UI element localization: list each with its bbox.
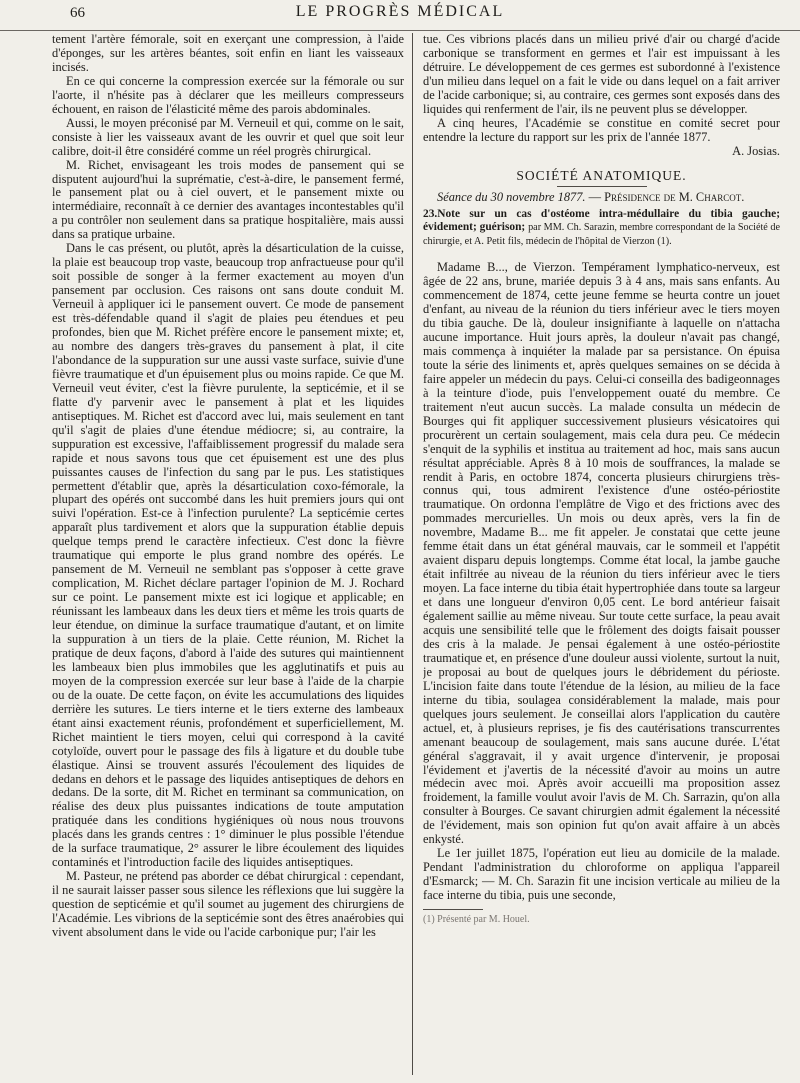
left-column [52, 33, 404, 1075]
paragraph: A cinq heures, l'Académie se constitue en comité secret pour entendre la lecture du rapport sur les prix de l'année 1877. [423, 115, 780, 144]
page-header [0, 0, 800, 31]
running-title: LE PROGRÈS MÉDICAL [295, 3, 505, 20]
right-column [423, 33, 780, 1075]
seance-presidence: — Présidence de M. Charcot. [588, 189, 745, 204]
author-signature: A. Josias. [732, 143, 780, 158]
page-number: 66 [70, 5, 85, 21]
paragraph: tue. Ces vibrions placés dans un milieu privé d'air ou chargé d'acide carbonique se transforment en germes et l'air est impuissant à les détruire. Le développement de ces germes est subordonné à l'existence d'un milieu dans lequel on a fait le vide ou dans lequel on a fait arriver de l'acide carbonique; si, au contraire, ces germes sont exposés dans des liquides qui renferment de l'air, ils ne peuvent plus se développer. [423, 33, 780, 116]
note-authors: par MM. Ch. Sarazin, membre correspondant de la Société de chirurgie, et A. Petit fils, médecin de l'hôpital de Vierzon (1). [423, 222, 780, 248]
footnote: (1) Présenté par M. Houel. [423, 914, 530, 926]
paragraph: tement l'artère fémorale, soit en exerçant une compression, à l'aide d'éponges, sur les artères béantes, soit enfin en liant les vaisseaux incisés. [52, 33, 404, 74]
paragraph: Madame B..., de Vierzon. Tempérament lymphatico-nerveux, est âgée de 22 ans, brune, mariée depuis 3 à 4 ans, mais sans enfants. Au commencement de 1874, cette jeune femme se heurta contre un jouet d'enfant, au niveau de la réunion du tiers inférieur avec le tiers moyen du tibia gauche. De là, douleur insignifiante à laquelle on n'attacha aucune importance. Huit jours après, la douleur n'avait pas changé, mais commença à inquiéter la malade par sa persistance. On épuisa toute la série des liniments et, après quelques semaines on se décida à faire appeler un médecin du pays. Celui-ci conseilla des badigeonnages à la teinture d'iode, puis l'enveloppement ouaté du membre. Ce traitement n'eut aucun succès. La malade consulta un médecin de Bourges qui fit appliquer successivement plusieurs vésicatoires qui procurèrent un certain soulagement, mais cela dura peu. Ce médecin s'enquit de la syphilis et institua au traitement ad hoc, mais sans aucun résultat appréciable. Après 8 à 10 mois de souffrances, la malade se rendit à Paris, en octobre 1874, concerta plusieurs chirurgiens très-connus qui, tous admirent l'existence d'une ostéo-périostite traumatique. On ordonna l'emplâtre de Vigo et des frictions avec des pommades mercurielles. Un mois ou deux après, vers la fin de novembre, Madame B... me fit appeler. Je constatai que cette jeune femme était dans un état général mauvais, car le sommeil et l'appétit avaient disparu depuis longtemps. Comme état local, la jambe gauche était infiltrée au niveau de la réunion du tiers inférieur avec le tiers moyen. La face interne du tibia était hypertrophiée dans toute sa largeur et dans une longueur d'environ 0,05 cent. Le bord antérieur faisait également saillie au même niveau. Sur toute cette surface, la peau avait acquis une sensibilité telle que le frôlement des doigts faisait pousser des cris à la malade. Je pensai également à une ostéo-périostite traumatique et, en présence d'une douleur aussi violente, surtout la nuit, je proposai au bout de quelques jours le débridement du périoste. L'incision faite dans toute l'étendue de la lésion, au milieu de la face interne du tibia, soulagea considérablement la malade, mais pour quelques jours seulement. Je conseillai alors l'application du cautère actuel, et, à plusieurs reprises, je fis des cautérisations transcurrentes amenant beaucoup de soulagement, mais sans aucune durée. L'état général s'aggravait, il y avait urgence d'intervenir, je proposai l'évidement et j'avertis de la nécessité d'avoir au moins un autre médecin avec moi. Après avoir accueilli ma proposition assez froidement, la famille voulut avoir l'avis de M. Ch. Sarrazin, qu'on alla consulter à Bourges. Ce savant chirurgien admit également la nécessité de l'évidement, mais son opinion fut qu'on avait affaire à un abcès enkysté. [423, 260, 780, 847]
paragraph: M. Pasteur, ne prétend pas aborder ce débat chirurgical : cependant, il ne saurait laisser passer sous silence les réflexions que lui suggère la question de septicémie et qu'il soumet au jugement des chirurgiens de l'Académie. Les vibrions de la septicémie sont des êtres anaérobies qui vivent absolument dans le vide ou l'acide carbonique pur; l'air les [52, 869, 404, 939]
paragraph: Aussi, le moyen préconisé par M. Verneuil et qui, comme on le sait, consiste à lier les vaisseaux avant de les ouvrir et quel que soit leur calibre, doit-il être considéré comme un réel progrès chirurgical. [52, 115, 404, 158]
paragraph: Le 1er juillet 1875, l'opération eut lieu au domicile de la malade. Pendant l'administration du chloroforme on appliqua l'appareil d'Esmarck; — M. Ch. Sarazin fit une incision verticale au milieu de la face interne du tibia, puis une seconde, [423, 846, 780, 903]
column-divider [412, 33, 413, 1075]
paragraph: M. Richet, envisageant les trois modes de pansement qui se disputent aujourd'hui la suprématie, c'est-à-dire, le pansement fermé, le pansement plat ou à ciel ouvert, et le pansement mixte ou intermédiaire, reconnaît à ce dernier des avantages incontestables qu'il a pu contrôler non seulement dans sa pratique hospitalière, mais aussi dans sa pratique urbaine. [52, 157, 404, 242]
footnote-rule [423, 909, 483, 910]
paragraph: En ce qui concerne la compression exercée sur la fémorale ou sur l'aorte, il n'hésite pas à déclarer que les meilleurs compresseurs échouent, en raison de l'élasticité même des parois abdominales. [52, 73, 404, 116]
note-heading [423, 208, 780, 249]
note-title: Note sur un cas d'ostéome intra-médullaire du tibia gauche; évidement; guérison; [423, 208, 780, 234]
section-title: SOCIÉTÉ ANATOMIQUE. [516, 167, 687, 183]
section-rule [557, 186, 647, 187]
paragraph: Dans le cas présent, ou plutôt, après la désarticulation de la cuisse, la plaie est beaucoup trop vaste, beaucoup trop anfractueuse pour qu'il soit possible de songer à la fermer exactement au moyen d'un pansement par occlusion. Ces raisons ont sans doute conduit M. Verneuil à appliquer ici le pansement ouvert. Ce mode de pansement est très-défendable quand il s'agit de plaies peu étendues et peu profondes, bien que M. Richet préfère encore le pansement mixte; et, au nombre des dangers très-graves du pansement à plat, il cite l'abondance de la suppuration sur une aussi vaste surface, suivie d'une fièvre traumatique et d'un épuisement plus ou moins rapide. Ce que M. Verneuil veut éviter, c'est la fièvre purulente, la septicémie, et il se flatte d'y parvenir avec le pansement à plat et les liquides antiseptiques. M. Richet est d'accord avec lui, mais seulement en tant qu'il s'agit de plaies d'une étendue médiocre; si, au contraire, la suppuration est excessive, l'affaiblissement progressif du malade sera rapide et nous savons tous que cet épuisement est une des plus puissantes causes de l'infection du sang par le pus. Les statistiques permettent d'établir que, après la désarticulation coxo-fémorale, la plupart des opérés ont succombé dans les huit premiers jours qui ont suivi l'opération. Est-ce à l'infection purulente? La septicémie certes apparaît plus tardivement et alors que la suppuration établie depuis quelque temps prend le caractère infectieux. C'est donc la fièvre traumatique qui emporte le plus grand nombre des opérés. Le pansement de M. Verneuil ne semblant pas s'opposer à cette grave complication, M. Richet déclare partager l'opinion de M. J. Rochard sur ce point. Le pansement mixte est ici logique et applicable; en réunissant les lambeaux dans les deux tiers et même les trois quarts de leur étendue, on diminue la surface traumatique d'autant, et on limite la suppuration à un tiers de la plaie. Cette réunion, M. Richet la pratique de deux façons, d'abord à l'aide des sutures qui maintiennent les lambeaux bien plus immobiles que les agglutinatifs et puis au moyen de la compression exercée sur leur base à l'aide de la charpie ou de la ouate. De cette façon, on évite les accumulations des liquides derrière les sutures. Le tiers interne et le tiers externe des lambeaux étant ainsi exactement réunis, profondément et superficiellement, M. Richet maintient le tiers moyen, celui qui correspond à la cavité cotyloïde, ouvert pour le passage des fils à ligature et du double tube élastique. Ainsi se trouvent assurés l'écoulement des liquides de dedans en dehors et le passage des liquides antiseptiques de dehors en dedans. De la sorte, dit M. Richet en terminant sa communication, on réalise des deux plus puissantes indications de toute amputation pratiquée dans les conditions hygiéniques où nous nous trouvons placés dans les grands centres : 1° diminuer le plus possible l'étendue de la surface traumatique, 2° assurer le libre écoulement des liquides contaminés et l'introduction facile des liquides antiseptiques. [52, 241, 404, 870]
seance-date: Séance du 30 novembre 1877. [437, 189, 586, 204]
seance-line [423, 191, 780, 205]
note-number: 23. [423, 208, 438, 221]
